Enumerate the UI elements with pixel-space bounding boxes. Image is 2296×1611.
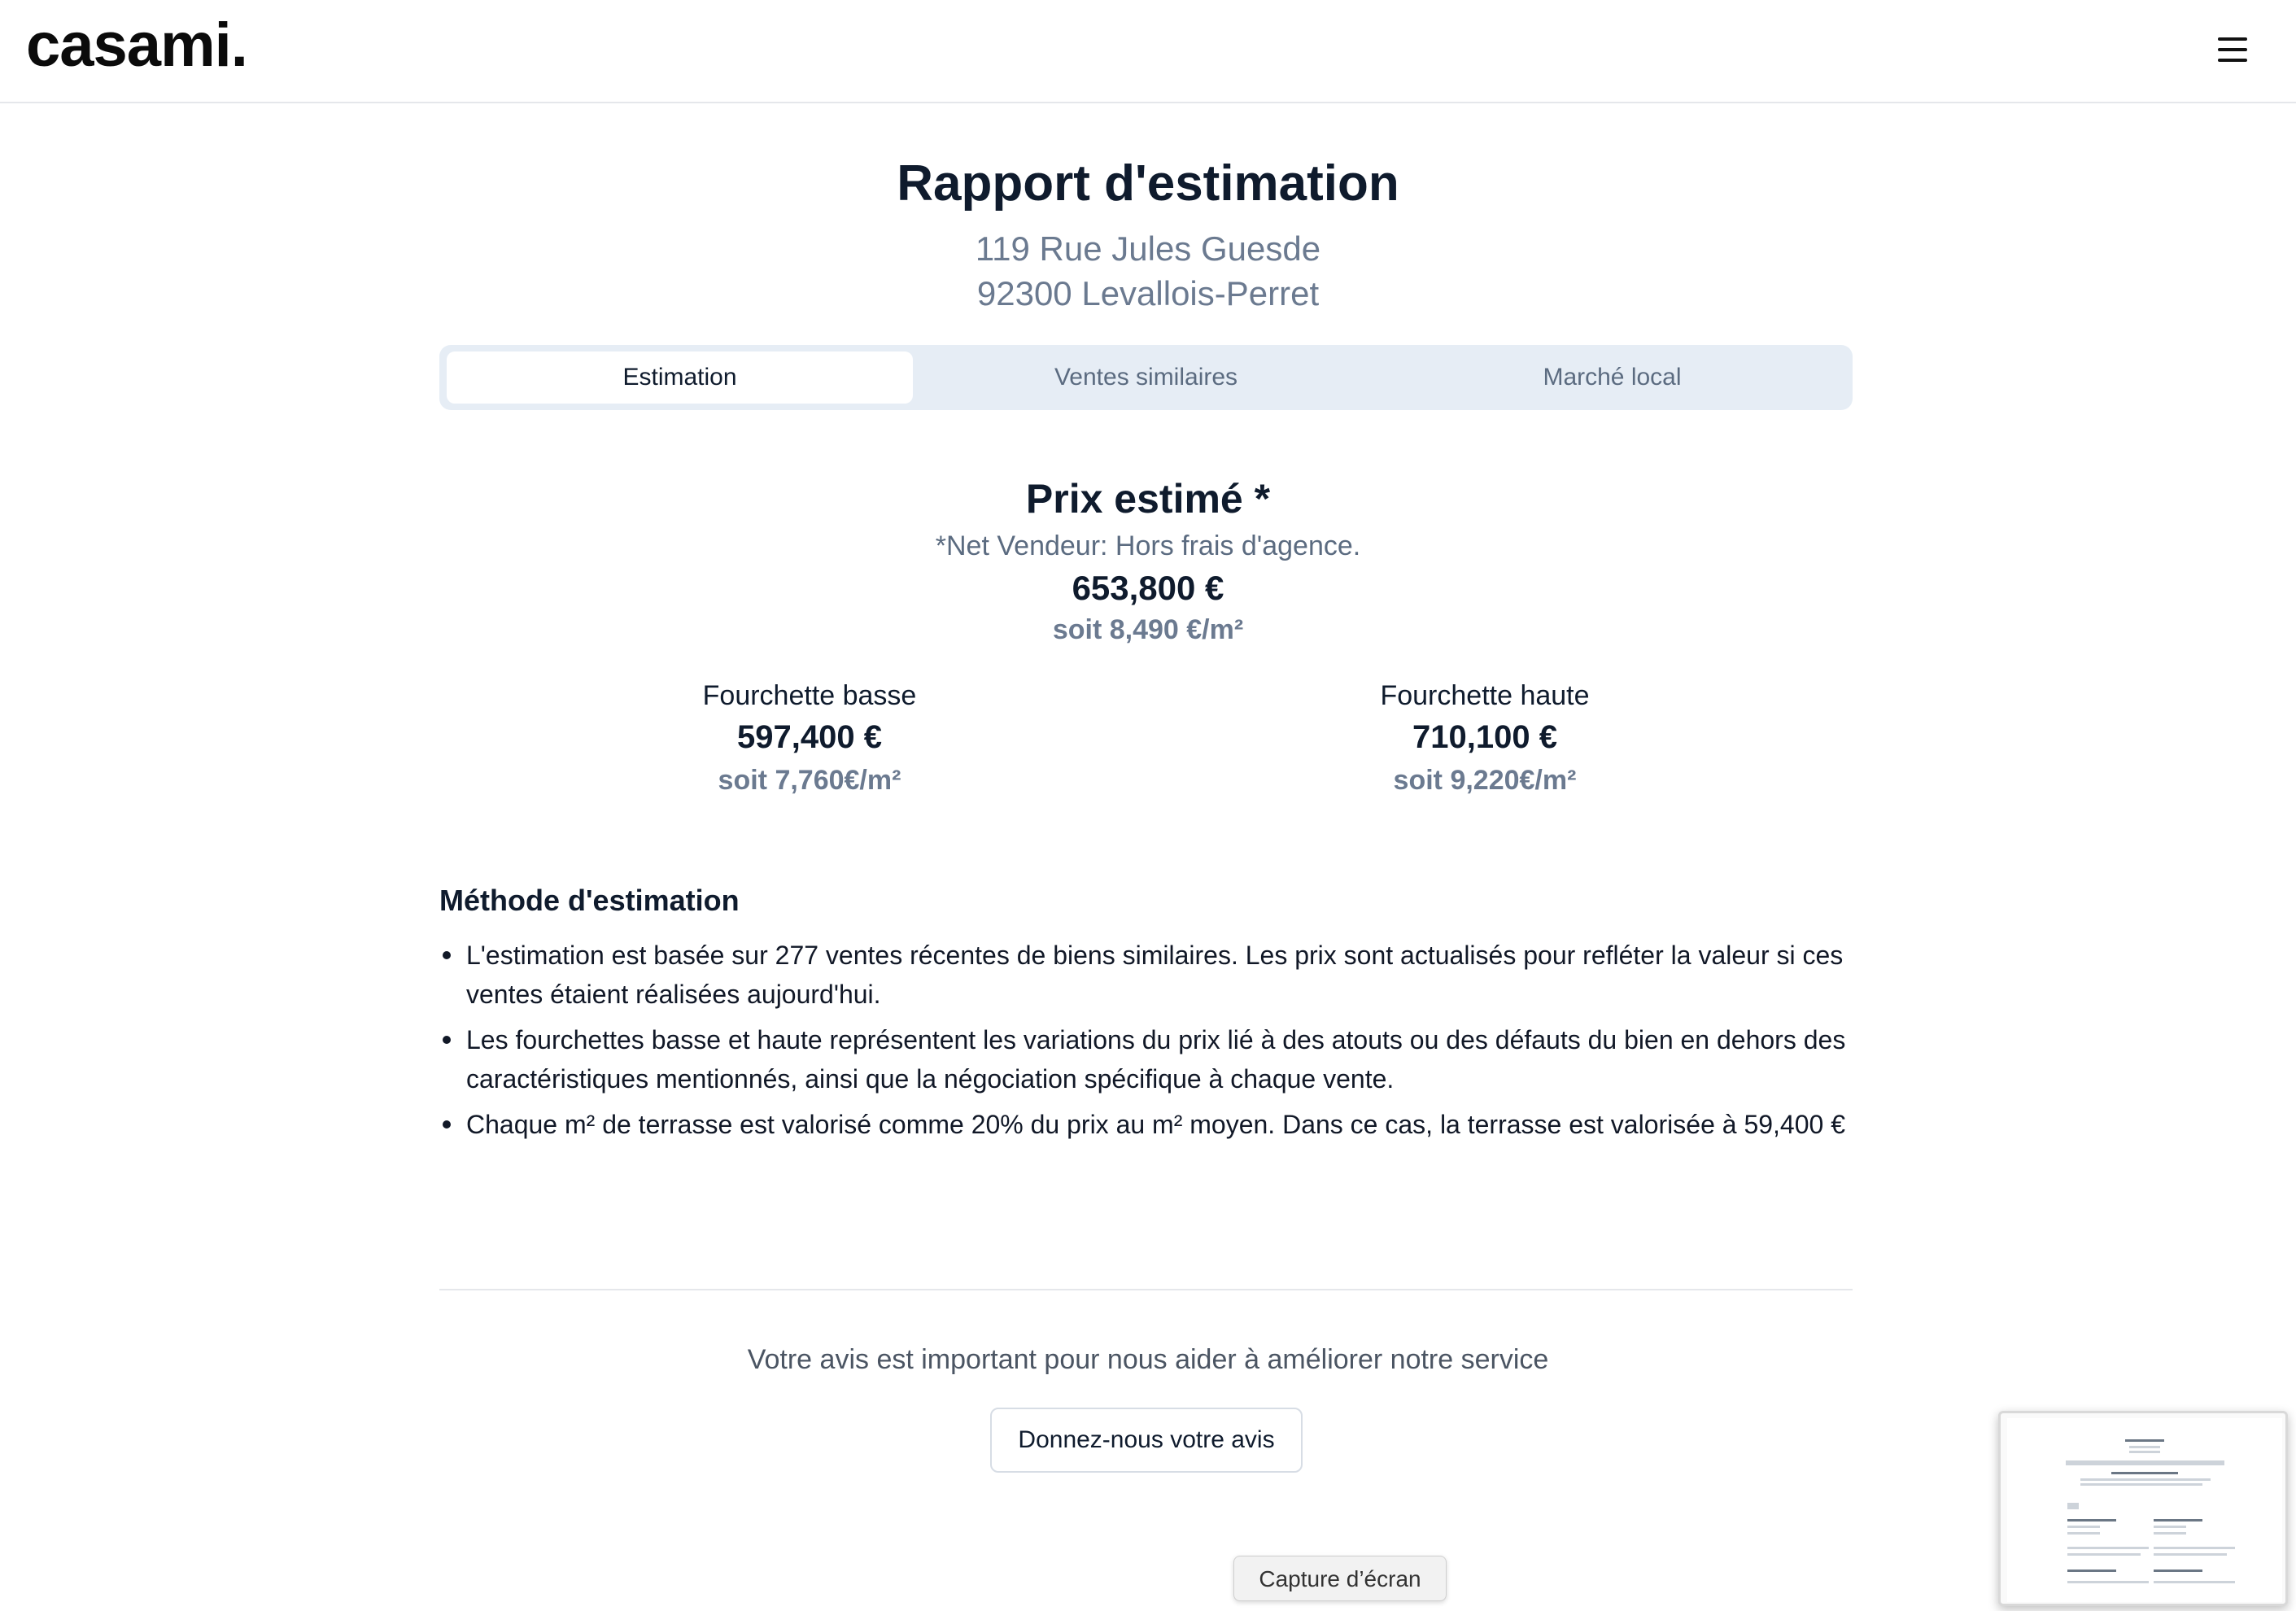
- hamburger-menu-icon[interactable]: [2218, 36, 2252, 63]
- top-header: [0, 0, 2296, 103]
- method-title: Méthode d'estimation: [439, 884, 740, 917]
- casami-logo[interactable]: casami.: [26, 11, 247, 80]
- bullet-icon: [443, 1036, 451, 1044]
- method-item-text: L'estimation est basée sur 277 ventes récentes de biens similaires. Les prix sont actualisés pour refléter la valeur si ces ventes étaient réalisées aujourd'hui.: [466, 941, 1844, 1009]
- low-range-per-sqm: soit 7,760€/m²: [718, 765, 901, 796]
- feedback-text: Votre avis est important pour nous aider à améliorer notre service: [747, 1344, 1549, 1375]
- method-list: [439, 936, 1871, 1150]
- address-city: 92300 Levallois-Perret: [976, 274, 1320, 312]
- screenshot-thumbnail[interactable]: [1998, 1411, 2288, 1606]
- method-item-text: Chaque m² de terrasse est valorisé comme 20% du prix au m² moyen. Dans ce cas, la terrasse est valorisée à 59,400 €: [466, 1110, 1845, 1139]
- tab-marche-local[interactable]: Marché local: [1543, 364, 1682, 391]
- estimated-price-value: 653,800 €: [1072, 569, 1224, 607]
- high-range-value: 710,100 €: [1412, 719, 1557, 755]
- tab-ventes-similaires[interactable]: Ventes similaires: [1054, 364, 1238, 391]
- section-divider: [439, 1289, 1853, 1290]
- estimated-price-per-sqm: soit 8,490 €/m²: [1052, 614, 1244, 645]
- high-range-label: Fourchette haute: [1380, 680, 1590, 711]
- method-item-text: Les fourchettes basse et haute représentent les variations du prix lié à des atouts ou des défauts du bien en dehors des caractéristiques mentionnés, ainsi que la négociation spécifique à chaque vente.: [466, 1025, 1846, 1094]
- estimated-price-title: Prix estimé *: [1025, 476, 1271, 522]
- low-range-label: Fourchette basse: [702, 680, 917, 711]
- page-title: Rapport d'estimation: [897, 155, 1399, 212]
- list-item: [439, 936, 1871, 1014]
- address-street: 119 Rue Jules Guesde: [975, 229, 1321, 268]
- thumbnail-preview: [2007, 1418, 2282, 1602]
- net-seller-note: *Net Vendeur: Hors frais d'agence.: [935, 530, 1361, 561]
- high-range-per-sqm: soit 9,220€/m²: [1393, 765, 1577, 796]
- feedback-button[interactable]: Donnez-nous votre avis: [990, 1408, 1303, 1473]
- bullet-icon: [443, 951, 451, 959]
- list-item: [439, 1105, 1871, 1144]
- screenshot-tooltip: Capture d’écran: [1233, 1556, 1447, 1601]
- list-item: [439, 1020, 1871, 1098]
- bullet-icon: [443, 1120, 451, 1129]
- tab-estimation[interactable]: Estimation: [447, 351, 913, 404]
- report-tabs: [439, 345, 1853, 410]
- low-range-value: 597,400 €: [737, 719, 882, 755]
